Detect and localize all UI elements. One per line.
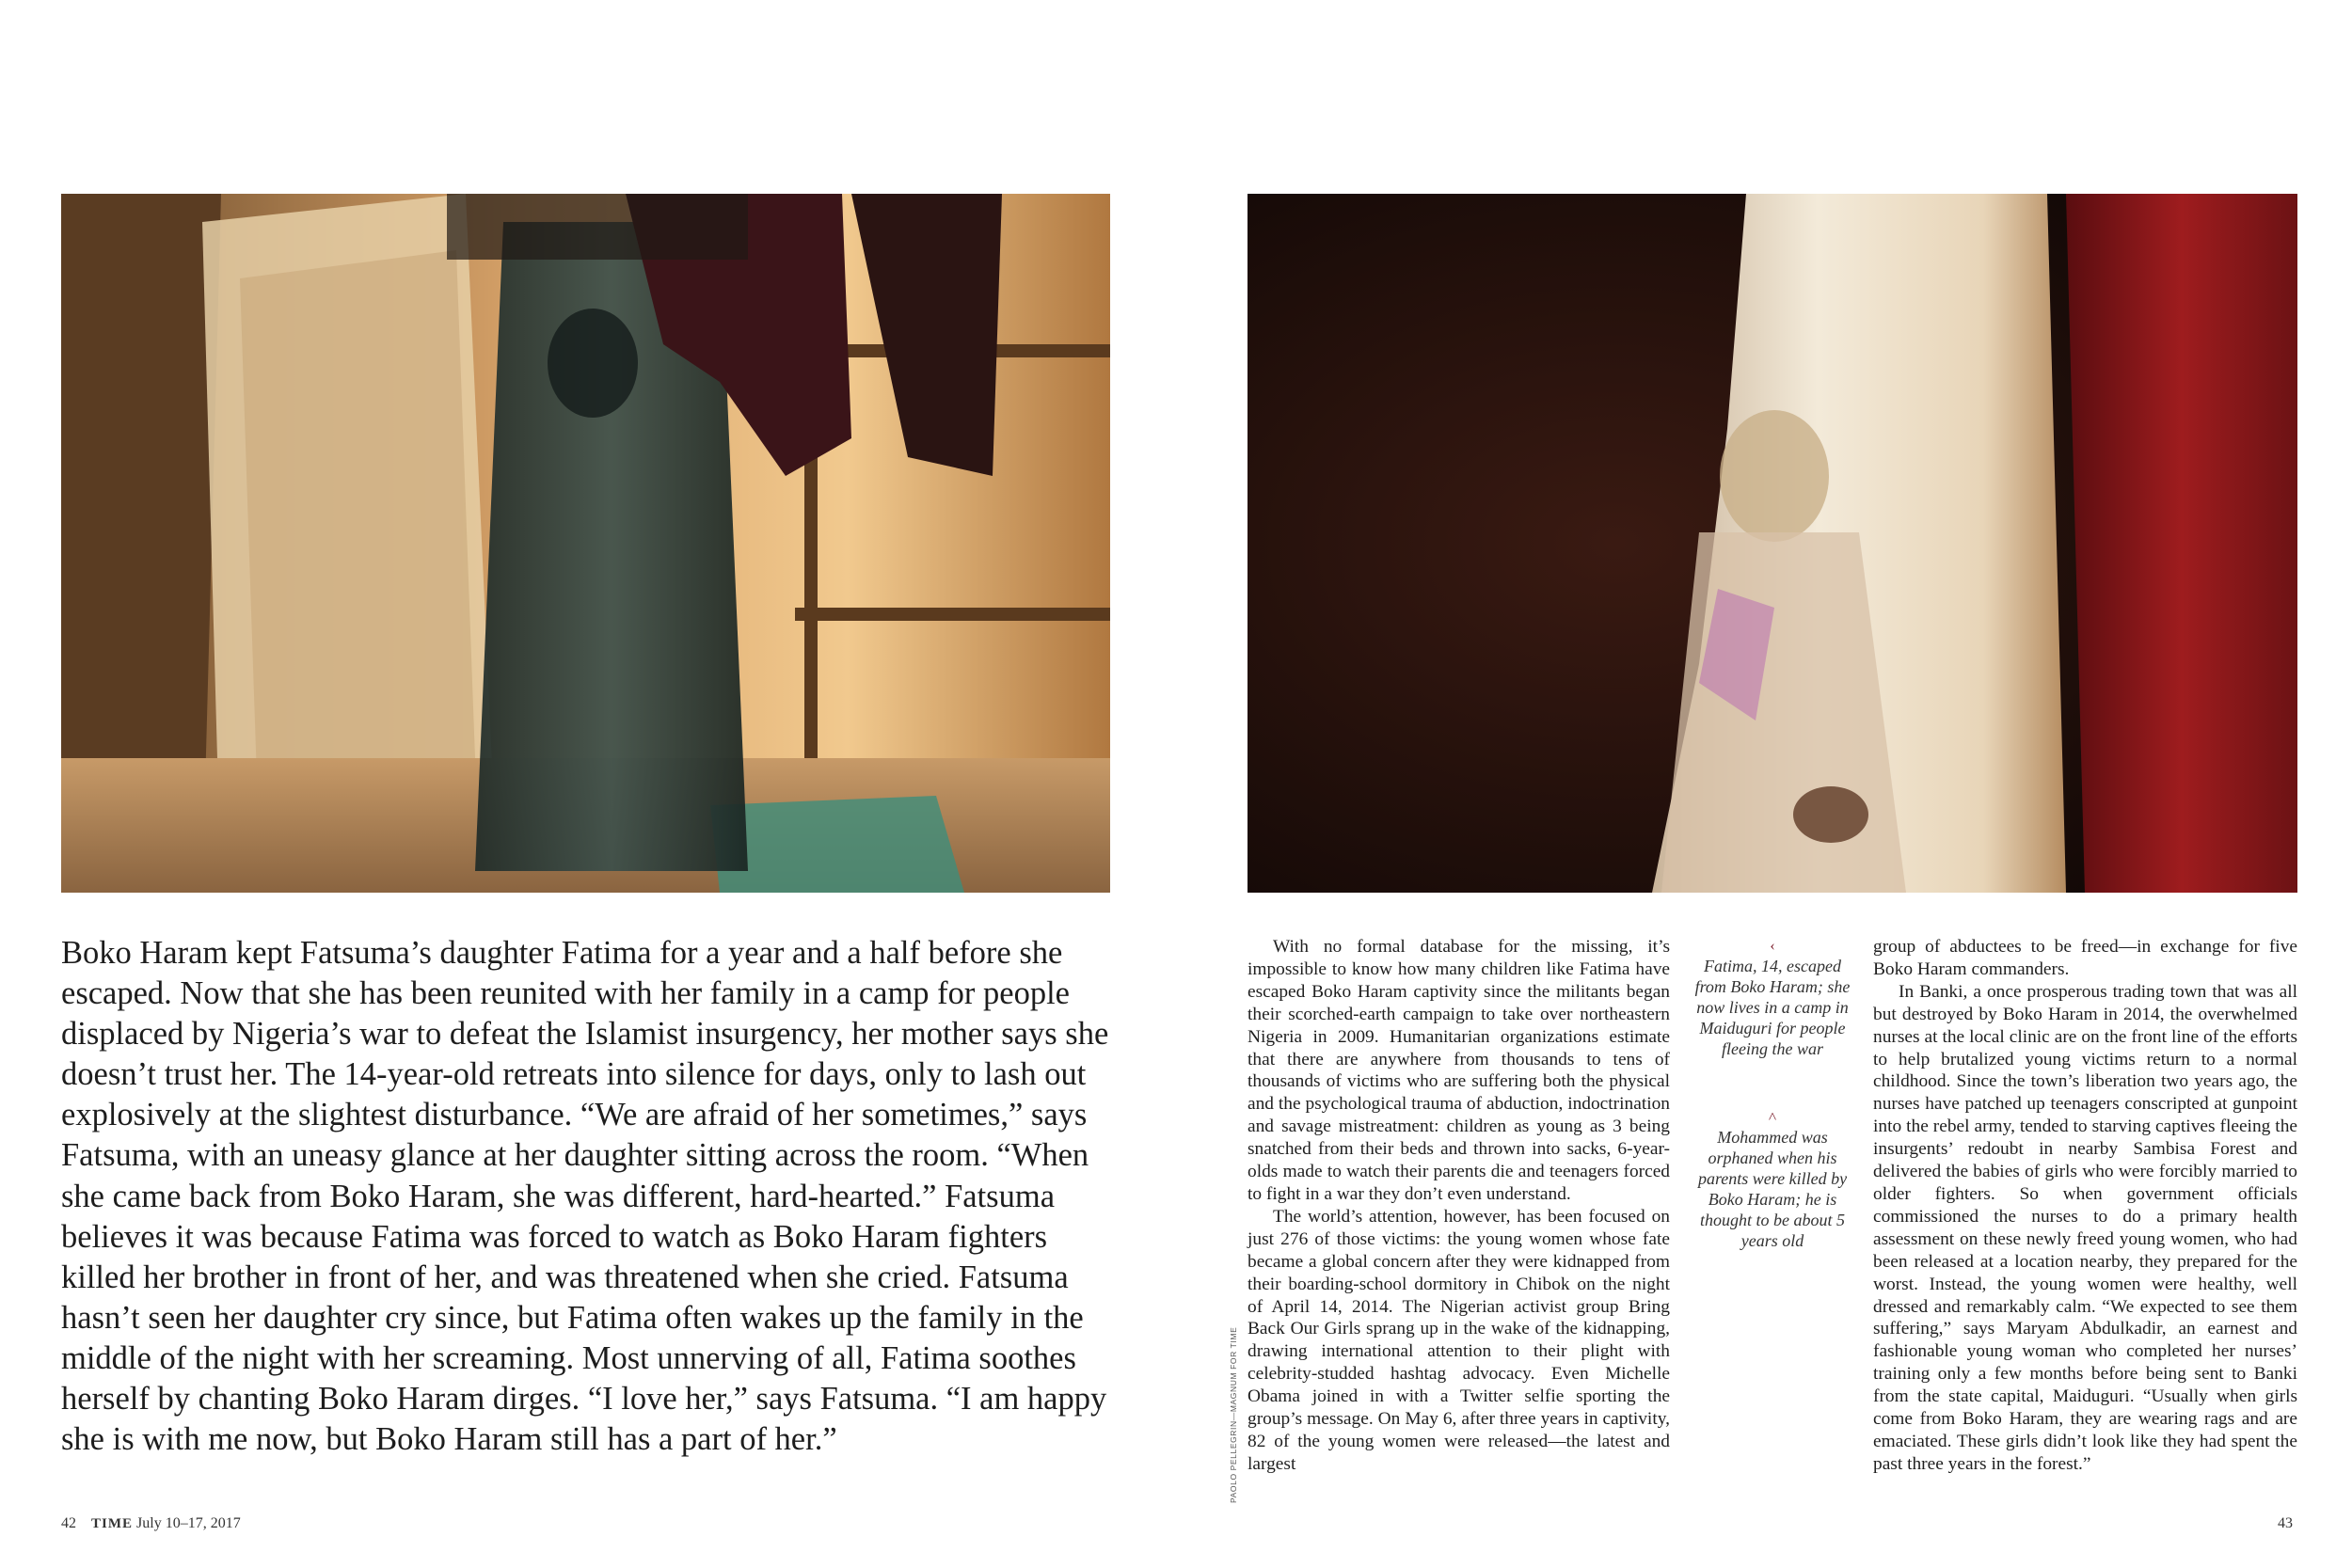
- issue-date: July 10–17, 2017: [136, 1515, 241, 1531]
- page-number-right: 43: [2278, 1515, 2293, 1531]
- caption-arrow-left-icon: ‹: [1770, 938, 1775, 954]
- body-column-2: [1873, 936, 2297, 1476]
- caption-text: Mohammed was orphaned when his parents were killed by Boko Haram; he is thought to be about 5 years old: [1697, 1128, 1848, 1250]
- photo-credit: PAOLO PELLEGRIN—MAGNUM FOR TIME: [1229, 1326, 1238, 1503]
- caption-text: Fatima, 14, escaped from Boko Haram; she now lives in a camp in Maiduguri for people fleeing the war: [1694, 957, 1851, 1058]
- photo-caption-mohammed: [1690, 1108, 1855, 1251]
- photo-fatima-curtain: [1248, 194, 2297, 893]
- body-paragraph: In Banki, a once prosperous trading town that was all but destroyed by Boko Haram in 2014, the overwhelmed nurses at the local clinic are on the front line of the efforts to help brutalized young victims return to a normal childhood. Since the town’s liberation two years ago, the nurses have patched up teenagers conscripted at gunpoint into the rebel army, tended to starving captives fleeing the insurgents’ redoubt in nearby Sambisa Forest and delivered the babies of girls who were forcibly married to older fighters. So when government officials commissioned the nurses to do a primary health assessment on these newly freed young women, who had been released at a location nearby, they prepared for the worst. Instead, the young women were healthy, well dressed and remarkably calm. “We expected to see them suffering,” says Maryam Abdulkadir, an earnest and fashionable young woman who completed her nurses’ training only a few months before being sent to Banki from the state capital, Maiduguri. “Usually when girls come from Boko Haram, they are wearing rags and are emaciated. These girls didn’t look like they had spent the past three years in the forest.”: [1873, 981, 2297, 1474]
- page-number: 42: [61, 1515, 76, 1531]
- caption-arrow-up-icon: ˄: [1768, 1109, 1777, 1125]
- photo-caption-fatima: [1690, 937, 1855, 1059]
- body-paragraph: The world’s attention, however, has been focused on just 276 of those victims: the young women whose fate became a global concern after they were kidnapped from their boarding-school dormitory in Chibok on the night of April 14, 2014. The Nigerian activist group Bring Back Our Girls sprang up in the wake of the kidnapping, drawing international attention to their plight with celebrity-studded hashtag advocacy. Even Michelle Obama joined in with a Twitter selfie sporting the group’s message. On May 6, after three years in captivity, 82 of the young women were released—the latest and largest: [1248, 1206, 1670, 1474]
- magazine-name: TIME: [91, 1516, 134, 1531]
- body-paragraph: group of abductees to be freed—in exchange for five Boko Haram commanders.: [1873, 937, 2297, 979]
- folio-left: [61, 1515, 241, 1532]
- body-paragraph: With no formal database for the missing, it’s impossible to know how many children like Fatima have escaped Boko Haram captivity since the militants began their scorched-earth campaign to take over northeastern Nigeria in 2009. Humanitarian organizations estimate that there are anywhere from thousands to tens of thousands of victims who are suffering both the physical and the psychological trauma of abduction, indoctrination and savage mistreatment: children as young as 3 being snatched from their beds and thrown into sacks, 6-year-olds made to watch their parents die and teenagers forced to fight in a war they don’t even understand.: [1248, 937, 1670, 1204]
- photo-mohammed-tent: [61, 194, 1110, 893]
- lead-paragraph: Boko Haram kept Fatsuma’s daughter Fatima for a year and a half before she escaped. Now that she has been reunited with her family in a camp for people displaced by Nigeria’s war to defeat the Islamist insurgency, her mother says she doesn’t trust her. The 14-year-old retreats into silence for days, only to lash out explosively at the slightest disturbance. “We are afraid of her sometimes,” says Fatsuma, with an uneasy glance at her daughter sitting across the room. “When she came back from Boko Haram, she was different, hard-hearted.” Fatsuma believes it was because Fatima was forced to watch as Boko Haram fighters killed her brother in front of her, and was threatened when she cried. Fatsuma hasn’t seen her daughter cry since, but Fatima often wakes up the family in the middle of the night with her screaming. Most unnerving of all, Fatima soothes herself by chanting Boko Haram dirges. “I love her,” says Fatsuma. “I am happy she is with me now, but Boko Haram still has a part of her.”: [61, 935, 1109, 1458]
- body-column-1: [1248, 936, 1670, 1476]
